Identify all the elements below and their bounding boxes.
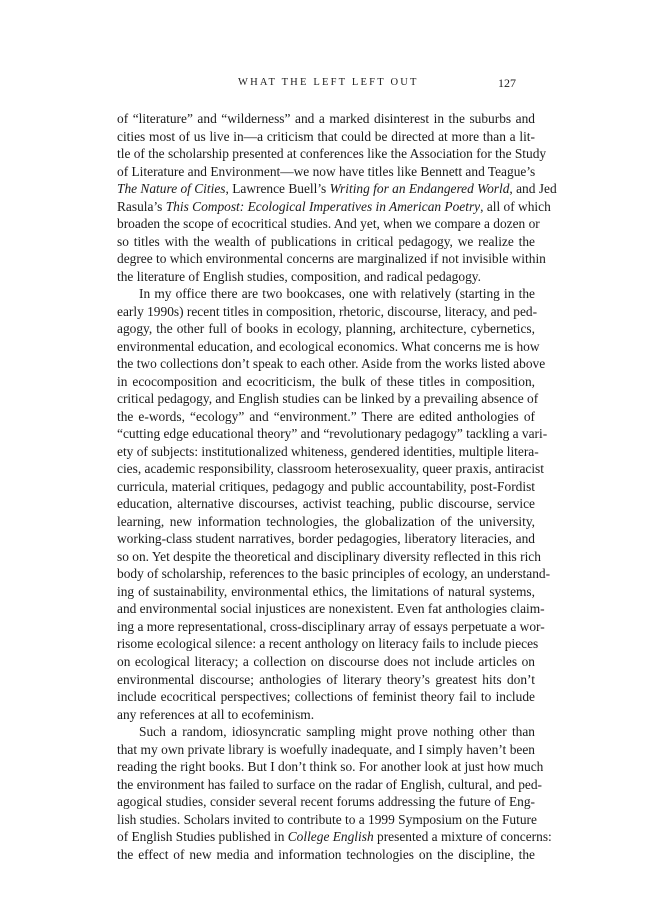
text-run: the literature of English studies, composition, and radical pedagogy. — [117, 268, 481, 284]
text-run: curricula, material critiques, pedagogy and public accountability, post-Fordist — [117, 478, 535, 494]
text-run: that my own private library is woefully inadequate, and I simply haven’t been — [117, 741, 535, 757]
text-line — [117, 846, 535, 864]
text-line — [117, 793, 535, 811]
text-run: ing of sustainability, environmental ethics, the limitations of natural systems, — [117, 583, 535, 599]
text-run: learning, new information technologies, the globalization of the university, — [117, 513, 535, 529]
text-run: critical pedagogy, and English studies can be linked by a prevailing absence of — [117, 391, 539, 407]
text-run: on ecological literacy; a collection on discourse does not include articles on — [117, 653, 535, 669]
text-line — [117, 373, 535, 391]
text-run: education, alternative discourses, activist teaching, public discourse, service — [117, 496, 535, 512]
text-run: of English Studies published in — [117, 829, 288, 845]
text-run: and environmental social injustices are nonexistent. Even fat anthologies claim- — [117, 601, 545, 617]
body-text — [117, 110, 557, 863]
text-line — [117, 478, 535, 496]
text-line — [117, 250, 546, 268]
text-run: , and Jed — [509, 181, 557, 197]
text-line — [117, 600, 545, 618]
text-run: ing a more representational, cross-disciplinary array of essays perpetuate a wor- — [117, 618, 545, 634]
italic-title: Writing for an Endangered World — [329, 181, 510, 197]
text-run: the two collections don’t speak to each other. Aside from the works listed above — [117, 356, 546, 372]
text-line — [117, 513, 535, 531]
text-run: agogy, the other full of books in ecology, planning, architecture, cybernetics, — [117, 321, 535, 337]
text-run: presented a mixture of concerns: — [373, 829, 552, 845]
text-run: body of scholarship, references to the basic principles of ecology, an understand- — [117, 566, 551, 582]
text-run: , all of which — [480, 198, 551, 214]
text-run: broaden the scope of ecocritical studies. And yet, when we compare a dozen or — [117, 216, 540, 232]
text-run: so on. Yet despite the theoretical and disciplinary diversity reflected in this rich — [117, 548, 541, 564]
text-run: of Literature and Environment—we now have titles like Bennett and Teague’s — [117, 163, 536, 179]
text-run: cities most of us live in—a criticism that could be directed at more than a lit- — [117, 128, 535, 144]
text-line — [117, 758, 544, 776]
text-line — [117, 128, 535, 146]
text-line — [117, 776, 543, 794]
text-run: lish studies. Scholars invited to contribute to a 1999 Symposium on the Future — [117, 811, 537, 827]
text-line — [117, 460, 544, 478]
text-line — [117, 618, 545, 636]
text-run: agogical studies, consider several recent forums addressing the future of Eng- — [117, 794, 535, 810]
text-run: degree to which environmental concerns are marginalized if not invisible within — [117, 251, 546, 267]
text-line — [117, 145, 547, 163]
text-run: cies, academic responsibility, classroom heterosexuality, queer praxis, antiracist — [117, 461, 544, 477]
text-line — [117, 565, 551, 583]
text-run: so titles with the wealth of publications in critical pedagogy, we realize the — [117, 233, 535, 249]
text-line — [117, 583, 535, 601]
text-line — [117, 268, 535, 286]
text-line — [117, 285, 535, 303]
text-line — [117, 653, 535, 671]
text-run: the environment has failed to surface on the radar of English, cultural, and ped- — [117, 776, 543, 792]
text-line — [117, 741, 535, 759]
text-line — [117, 303, 538, 321]
text-line — [117, 723, 535, 741]
text-run: “cutting edge educational theory” and “revolutionary pedagogy” tackling a vari- — [117, 426, 548, 442]
text-line — [117, 425, 548, 443]
text-run: reading the right books. But I don’t think so. For another look at just how much — [117, 759, 544, 775]
text-run: ety of subjects: institutionalized whiteness, gendered identities, multiple litera- — [117, 443, 539, 459]
text-run: Rasula’s — [117, 198, 166, 214]
text-line — [117, 215, 540, 233]
page-number: 127 — [498, 76, 516, 90]
running-head: WHAT THE LEFT LEFT OUT — [238, 77, 419, 88]
text-line — [117, 408, 535, 426]
text-line — [117, 163, 535, 181]
text-run: Such a random, idiosyncratic sampling might prove nothing other than — [139, 724, 535, 740]
text-line — [117, 688, 535, 706]
text-run: of “literature” and “wilderness” and a marked disinterest in the suburbs and — [117, 111, 535, 126]
italic-title: The Nature of Cities — [117, 181, 226, 197]
text-run: in ecocomposition and ecocriticism, the bulk of these titles in composition, — [117, 373, 535, 389]
paragraph — [117, 723, 552, 863]
text-run: include ecocritical perspectives; collections of feminist theory fail to include — [117, 689, 535, 705]
text-run: tle of the scholarship presented at conferences like the Association for the Study — [117, 146, 547, 162]
text-line — [117, 443, 539, 461]
text-run: early 1990s) recent titles in composition, rhetoric, discourse, literacy, and ped- — [117, 303, 538, 319]
text-line — [117, 530, 535, 548]
text-line — [117, 671, 535, 689]
text-run: In my office there are two bookcases, one with relatively (starting in the — [139, 286, 535, 302]
text-line — [117, 495, 535, 513]
italic-title: This Compost: Ecological Imperatives in American Poetry — [165, 198, 481, 214]
text-line — [117, 548, 541, 566]
text-run: any references at all to ecofeminism. — [117, 706, 315, 722]
text-line — [117, 180, 557, 198]
text-run: the e-words, “ecology” and “environment.” There are edited anthologies of — [117, 408, 535, 424]
text-line — [117, 110, 535, 128]
text-line — [117, 233, 535, 251]
text-run: risome ecological silence: a recent anthology on literacy fails to include pieces — [117, 636, 539, 652]
text-line — [117, 320, 535, 338]
text-line — [117, 811, 535, 829]
text-line — [117, 706, 535, 724]
text-run: environmental education, and ecological economics. What concerns me is how — [117, 338, 540, 354]
text-line — [117, 828, 552, 846]
text-run: , Lawrence Buell’s — [225, 181, 330, 197]
italic-title: College English — [287, 829, 374, 845]
paragraph — [117, 285, 551, 723]
paragraph — [117, 110, 557, 285]
text-run: the effect of new media and information technologies on the discipline, the — [117, 846, 535, 862]
text-line — [117, 198, 551, 216]
text-line — [117, 390, 539, 408]
text-run: environmental discourse; anthologies of literary theory’s greatest hits don’t — [117, 671, 535, 687]
text-line — [117, 635, 539, 653]
text-line — [117, 338, 540, 356]
text-line — [117, 355, 546, 373]
text-run: working-class student narratives, border pedagogies, liberatory literacies, and — [117, 531, 535, 547]
